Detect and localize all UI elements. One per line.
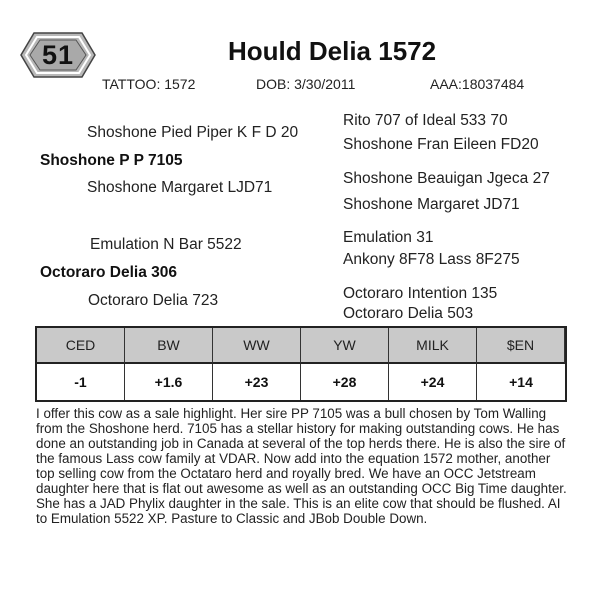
epd-header-en: $EN — [477, 328, 565, 364]
epd-value-milk: +24 — [389, 364, 477, 400]
pedigree-ss: Shoshone Pied Piper K F D 20 — [87, 124, 299, 141]
pedigree-sd: Shoshone Margaret LJD71 — [87, 179, 273, 196]
epd-header-bw: BW — [125, 328, 213, 364]
pedigree-dd: Octoraro Delia 723 — [88, 292, 219, 309]
lot-badge — [20, 31, 96, 79]
pedigree-sdd: Shoshone Margaret JD71 — [343, 196, 520, 213]
epd-value-ww: +23 — [213, 364, 301, 400]
pedigree-sss: Rito 707 of Ideal 533 70 — [343, 112, 508, 129]
lot-number: 51 — [41, 39, 75, 70]
epd-value-yw: +28 — [301, 364, 389, 400]
pedigree-ds: Emulation N Bar 5522 — [90, 236, 242, 253]
epd-table — [35, 326, 567, 402]
pedigree-dam: Octoraro Delia 306 — [40, 264, 177, 281]
epd-value-bw: +1.6 — [125, 364, 213, 400]
pedigree-sds: Shoshone Beauigan Jgeca 27 — [343, 170, 550, 187]
description-paragraph: I offer this cow as a sale highlight. Her sire PP 7105 was a bull chosen by Tom Walling from the Shoshone herd. 7105 has a stellar history for making outstanding cows. He has done an outstanding job in Canada at several of the top herds there. He is also the sire of the famous Lass cow family at VDAR. Now add into the equation 1572 mother, another top selling cow from the Octataro herd and royally bred. We have an OCC Jetstream daughter here that is flat out awesome as well as an outstanding OCC Big Time daughter. She has a JAD Phylix daughter in the sale. This is an elite cow that should be flushed. AI to Emulation 5522 XP. Pasture to Classic and JBob Double Down. — [36, 406, 567, 526]
tattoo: TATTOO: 1572 — [102, 76, 196, 92]
epd-header-milk: MILK — [389, 328, 477, 364]
pedigree-ddd: Octoraro Delia 503 — [343, 305, 474, 322]
epd-value-ced: -1 — [37, 364, 125, 400]
animal-name: Hould Delia 1572 — [228, 36, 437, 66]
pedigree-dss: Emulation 31 — [343, 229, 434, 246]
registration-number: AAA:18037484 — [430, 76, 525, 92]
epd-header-ww: WW — [213, 328, 301, 364]
pedigree-dds: Octoraro Intention 135 — [343, 285, 498, 302]
epd-header-ced: CED — [37, 328, 125, 364]
epd-header-yw: YW — [301, 328, 389, 364]
epd-value-en: +14 — [477, 364, 565, 400]
pedigree-dsd: Ankony 8F78 Lass 8F275 — [343, 251, 520, 268]
date-of-birth: DOB: 3/30/2011 — [256, 76, 356, 92]
pedigree-sire: Shoshone P P 7105 — [40, 152, 183, 169]
pedigree-ssd: Shoshone Fran Eileen FD20 — [343, 136, 539, 153]
